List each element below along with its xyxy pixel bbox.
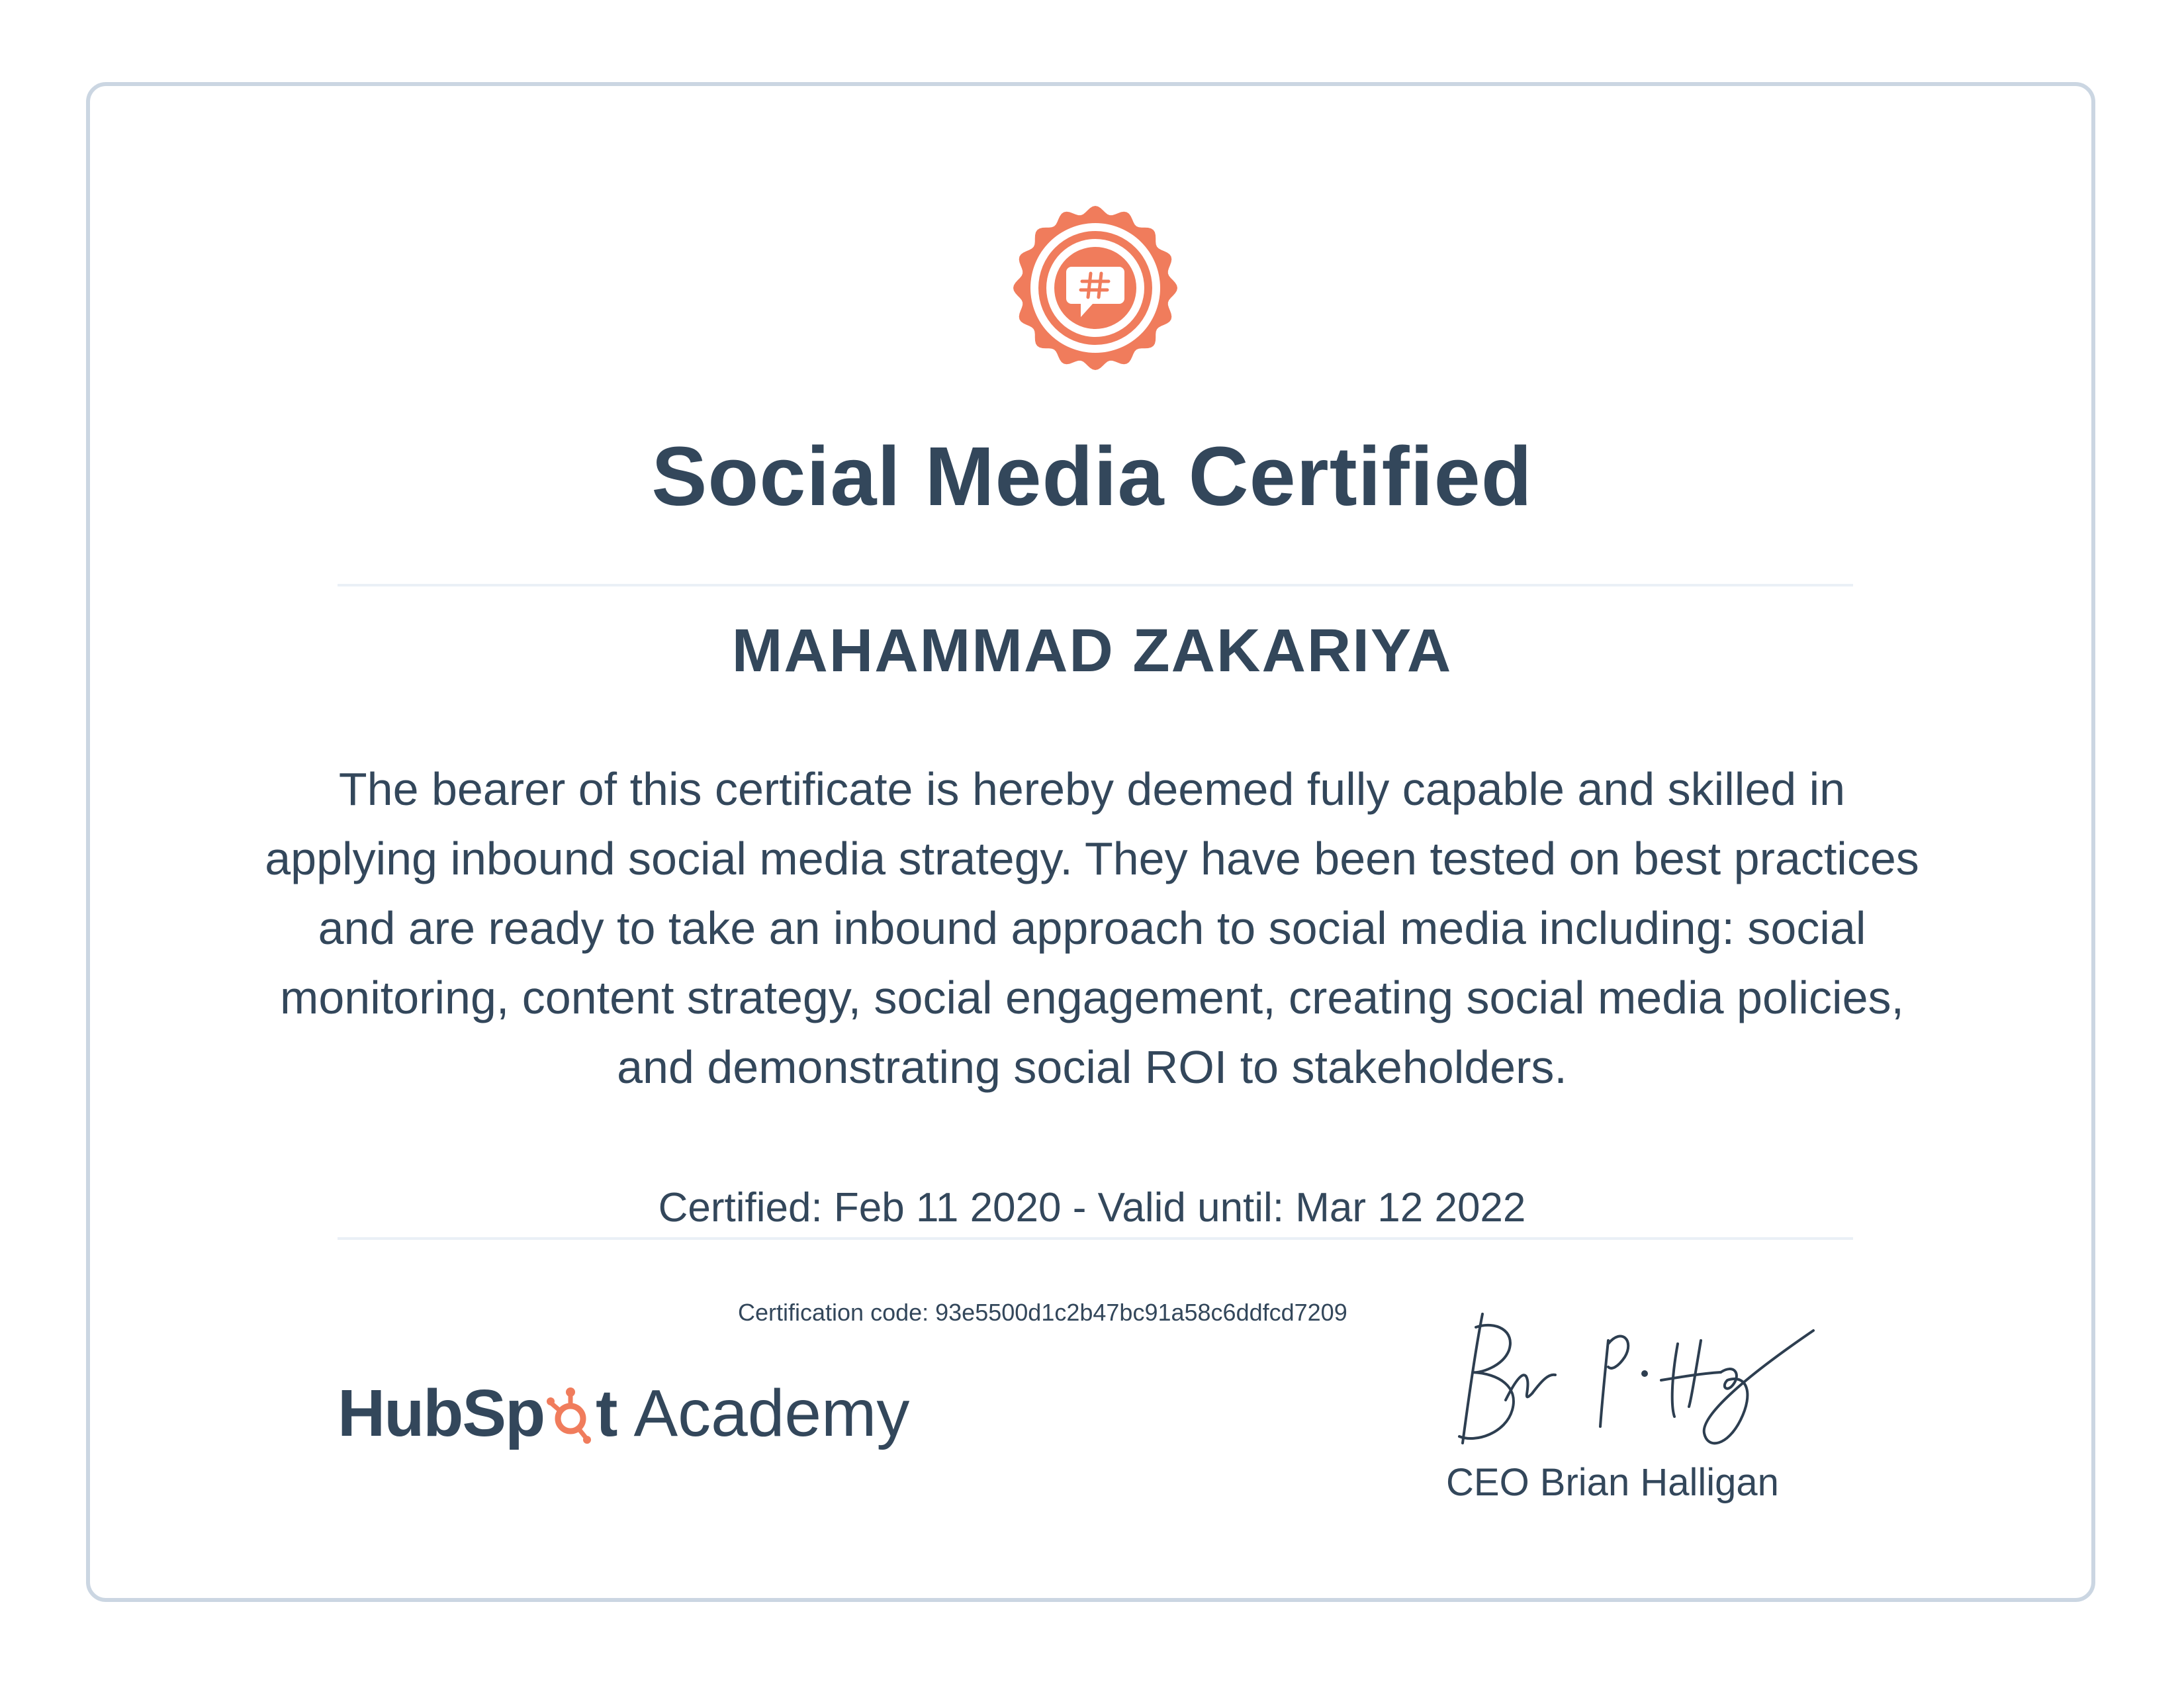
certificate-description: The bearer of this certificate is hereby deemed fully capable and skilled in applying inbound social media strategy. They have been tested on best practices and are ready to take an inbound approach to social media including: social monitoring, content strategy, social engagement, creating social media policies, and demonstrating social ROI to stakeholders. [265,763,1919,1093]
recipient-name: MAHAMMAD ZAKARIYA [731,617,1453,684]
hubspot-sprocket-icon [545,1380,594,1446]
logo-brand-prefix: HubSp [338,1376,545,1450]
certificate-title: Social Media Certified [651,430,1533,523]
divider-bottom [338,1237,1853,1240]
certification-code: Certification code: 93e5500d1c2b47bc91a58c6ddfcd7209 [738,1299,1347,1326]
hubspot-academy-logo [338,1370,909,1456]
logo-brand-suffix: t [596,1376,617,1450]
social-media-badge-icon [1009,202,1181,374]
certification-dates: Certified: Feb 11 2020 - Valid until: Mar 12 2022 [658,1185,1526,1231]
logo-academy-text: Academy [633,1376,910,1450]
ceo-caption: CEO Brian Halligan [1446,1461,1779,1504]
ceo-signature [1443,1301,1840,1460]
divider-top [338,584,1853,586]
